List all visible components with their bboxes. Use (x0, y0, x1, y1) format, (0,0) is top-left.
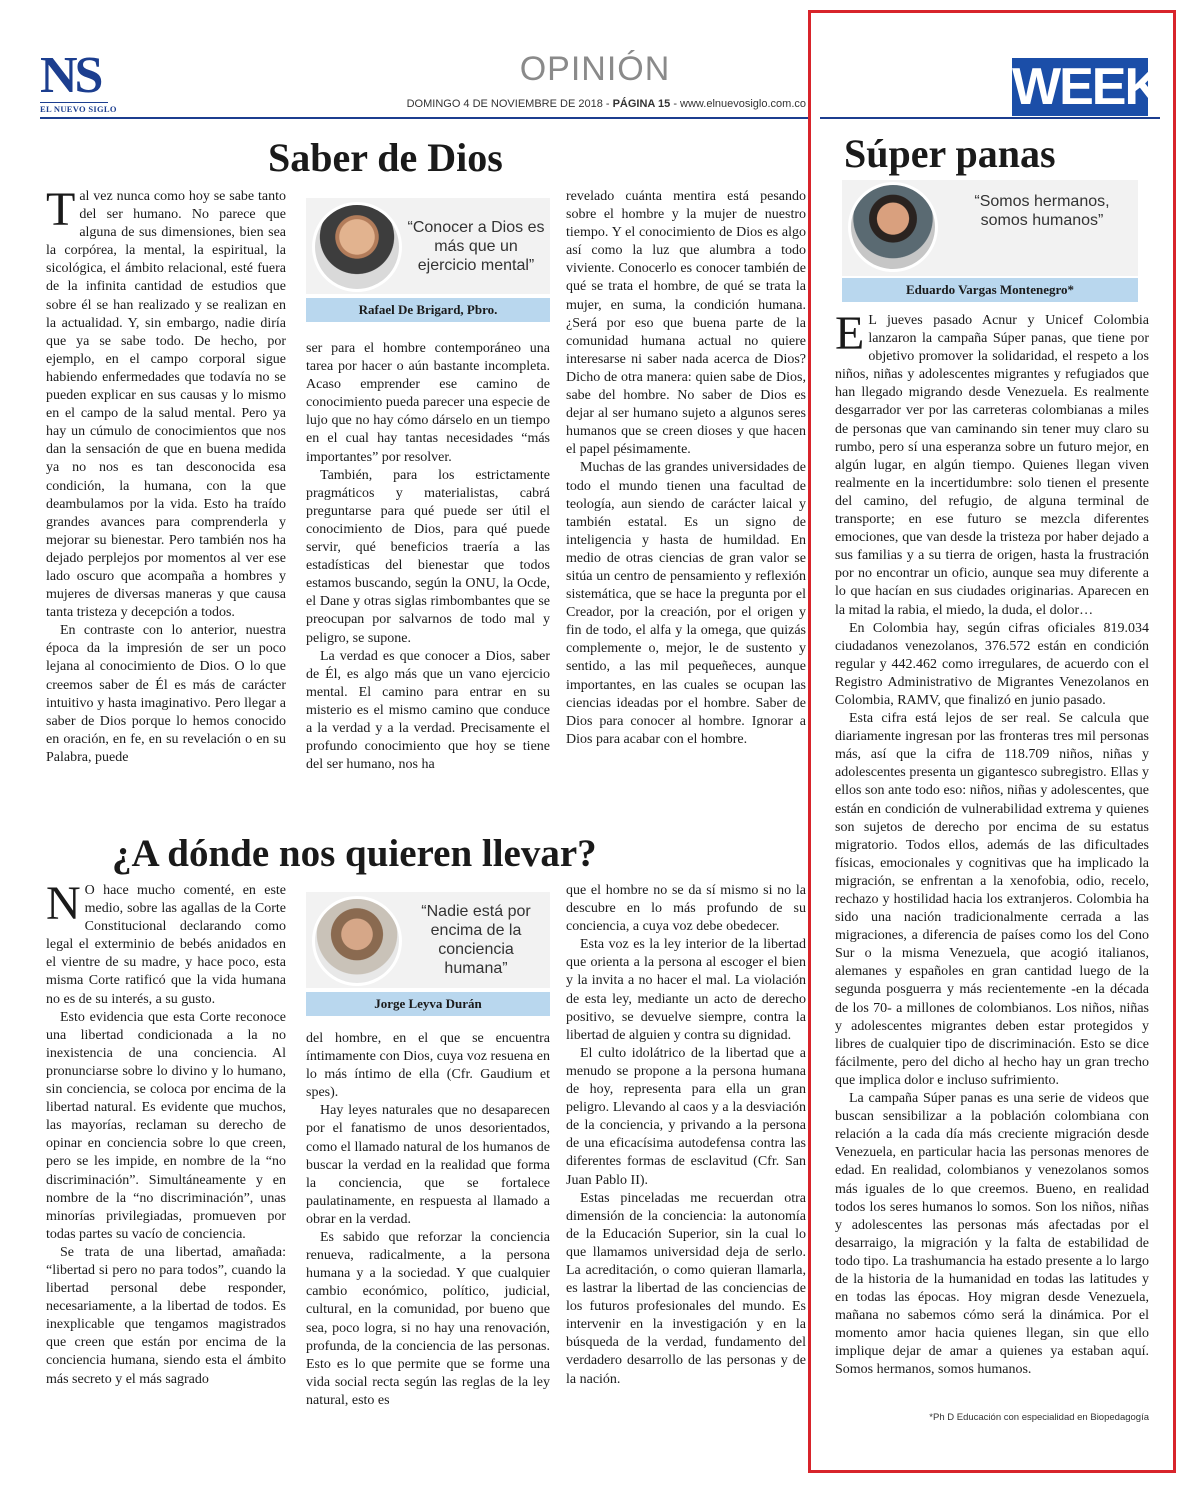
article1-title: Saber de Dios (268, 135, 503, 180)
article3-p2: En Colombia hay, según cifras oficiales 819.034 ciudadanos venezolanos, 376.572 están en condición regular y 442.462 como irregulares, de acuerdo con el Registro Administrativo de Migrantes Venezolanos en Colombia, RAMV, que finalizó en junio pasado. (835, 620, 1149, 708)
article1-col2-p2: También, para los estrictamente pragmáticos y materialistas, cabrá preguntarse para qué puede ser útil el conocimiento de Dios, para qué puede servir, qué beneficios traería a las estadísticas del bienestar que todos estamos buscando, según la ONU, la Ocde, el Dane y otras siglas rimbombantes que se preocupan por salvarnos de todo mal y peligro, se supone. (306, 467, 550, 646)
section-title: OPINIÓN (519, 50, 671, 88)
article2-quote-box (306, 892, 550, 1016)
article1-column-3 (566, 188, 806, 810)
article1-col1-p1: al vez nunca como hoy se sabe tanto del ser humano. No parece que alguna de sus dimensiones, bien sea la corpórea, la mental, la espiritual, la sicológica, el ámbito relacional, esté fuera de la infinita cantidad de estudios que sobre él se han realizado y se realizan en la actualidad. Y, sin embargo, nadie diría que ya se sabe todo. De hecho, por ejemplo, en el campo corporal sigue habiendo enfermedades que todavía no se pueden explicar en sus causas y lo mismo en el campo de la salud mental. Pero ya hay un cúmulo de conocimientos que nos dan la sensación de que en buena medida ya no nos es tan desconocida esa condición, la humana, con la que deambulamos por la vida. Esto ha traído grandes avances para comprenderla y mejorar su bienestar. Pero también nos ha dejado perplejos por momentos al ver ese lado oscuro que acompaña a hombres y mujeres de diversas maneras y que causa tanta tristeza y decepción a todos. (46, 189, 286, 621)
article1-column-2 (306, 340, 550, 810)
article2-column-1 (46, 882, 286, 1430)
article1-pull-quote: “Conocer a Dios es más que un ejercicio mental” (407, 219, 545, 274)
date-text: DOMINGO 4 DE NOVIEMBRE DE 2018 - (406, 98, 613, 110)
article3-author: Eduardo Vargas Montenegro* (842, 278, 1138, 302)
article2-col3-p2: Esta voz es la ley interior de la libertad que orienta a la persona al escoger el bien y la invita a no hacer el mal. La violación de esta ley, mediante un acto de derecho positivo, se devuelve siempre, contra la libertad de alguien y contra su dignidad. (566, 937, 806, 1043)
masthead-rule (40, 117, 810, 119)
author-photo (848, 182, 938, 272)
dateline (330, 98, 806, 110)
site-url: - www.elnuevosiglo.com.co (670, 98, 806, 110)
week-rule (820, 117, 1160, 119)
article2-col2-p2: Hay leyes naturales que no desaparecen por el fanatismo de unos desorientados, como el llamado natural de los humanos de buscar la verdad en la realidad que forma la conciencia, que se fortalece paulatinamente, en respuesta al llamado a obrar en la verdad. (306, 1103, 550, 1227)
article2-author: Jorge Leyva Durán (306, 992, 550, 1016)
article2-col1-p1: O hace mucho comenté, en este medio, sobre las agallas de la Corte Constitucional declarando como legal el exterminio de bebés anidados en el vientre de su madre, y hace poco, esta misma Corte ratificó que la vida humana no es de su interés, a su gusto. (46, 883, 286, 1007)
newspaper-logo (40, 47, 117, 118)
article2-column-3 (566, 882, 806, 1430)
article3-p3: Esta cifra está lejos de ser real. Se calcula que diariamente ingresan por las fronteras tres mil personas más, así que la cifra de 118.709 niños, niñas y adolescentes presenta un gigantesco subregistro. Ellas y ellos son ante todo eso: niños, niñas y adolescentes, que están en condición de vulnerabilidad extrema y quienes son sujetos de derecho por encima de su estatus migratorio. Todos ellos, además de las dificultades físicas, emocionales y cognitivas que ha implicado la migración, se enfrentan a la xenofobia, odio, recelo, rechazo y hostilidad hacia los extranjeros. Colombia ha sido una nación tradicionalmente cerrada a las migraciones, a diferencia de países como los del Cono Sur o la misma Venezuela, que acogió italianos, alemanes y españoles en gran cantidad luego de la segunda posguerra y más recientemente -en la década de los 70- a millones de colombianos. Los niños, niñas y adolescentes migrantes deben estar protegidos y libres de cualquier tipo de discriminación. Esto se dice fácilmente, pero del dicho al hecho hay un gran trecho que implica dolor e incluso sufrimiento. (835, 711, 1149, 1088)
author-photo (312, 896, 402, 986)
article1-col1-p2: En contraste con lo anterior, nuestra época da la impresión de ser un poco lejana al conocimiento de Dios. O lo que creemos saber de Él es más de carácter intuitivo y hasta imaginativo. Pero llegar a saber de Dios porque lo hemos conocido en oración, en fe, en su revelación o en su Palabra, puede (46, 623, 286, 765)
article1-col2-p3: La verdad es que conocer a Dios, saber de Él, es algo más que un vano ejercicio mental. El camino para entrar en su misterio es el mismo camino que conduce a la verdad y a la verdad. Precisamente el profundo conocimiento que hoy se tiene del ser humano, nos ha (306, 648, 550, 773)
article1-author: Rafael De Brigard, Pbro. (306, 298, 550, 322)
article2-pull-quote: “Nadie está por encima de la conciencia humana” (421, 903, 531, 977)
article3-pull-quote: “Somos hermanos, somos humanos” (974, 193, 1110, 229)
article1-dropcap: T (46, 188, 76, 236)
article2-col1-p2: Esto evidencia que esta Corte reconoce una libertad condicionada a la no inexistencia de una conciencia. Al pronunciarse sobre lo divino y lo humano, sin conciencia, se coloca por encima de la libertad natural. Es evidente que muchos, las mayorías, reclaman su derecho de opinar en conciencia sobre lo que creen, pero se les impide, en nombre de la “no discriminación”. Simultáneamente y en nombre de la “no discriminación”, unas minorías privilegiadas, promueven por todas partes su vacío de conciencia. (46, 1009, 286, 1242)
week-badge: WEEK (1012, 58, 1160, 116)
article3-title: Súper panas (844, 131, 1056, 176)
article2-col3-p3: El culto idolátrico de la libertad que a menudo se propone a la persona humana de hoy, representa para ella un gran peligro. Llevando al caos y a la desviación de la conciencia, y privando a la persona de una eficacísima autodefensa contra las diferentes formas de esclavitud (Cfr. San Juan Pablo II). (566, 1045, 806, 1188)
article1-quote-box (306, 198, 550, 322)
article1-col2-p1: ser para el hombre contemporáneo una tarea por hacer o aún bastante incompleta. Acaso emprender ese camino de conocimiento pueda parecer una especie de lujo que no hay cómo dárselo en un tiempo en el cual hay tantas necesidades “más importantes” por resolver. (306, 341, 550, 465)
article3-quote-box (842, 180, 1138, 302)
article1-column-1 (46, 188, 286, 808)
article3-body (835, 312, 1149, 1408)
article2-title: ¿A dónde nos quieren llevar? (112, 832, 597, 875)
article2-col3-p1: que el hombre no se da sí mismo si no la descubre en lo más profundo de su conciencia, a cuya voz debe obedecer. (566, 883, 806, 935)
article2-col2-p1: del hombre, en el que se encuentra íntimamente con Dios, cuya voz resuena en lo más íntimo de ella (Cfr. Gaudium et spes). (306, 1031, 550, 1101)
article2-col1-p3: Se trata de una libertad, amañada: “libertad si pero no para todos”, cuando la libertad personal debe responder, necesariamente, a la libertad de todos. Es inexplicable que tengamos magistrados que creen que están por encima de la conciencia humana, siendo esta el ámbito más secreto y el más sagrado (46, 1244, 286, 1387)
article3-dropcap: E (835, 312, 865, 360)
article1-col3-p1: revelado cuánta mentira está pesando sobre el hombre y la mujer de nuestro tiempo. Y el conocimiento de Dios es algo así como la luz que alumbra a todo viviente. Conocerlo es conocer también de qué se trata el hombre, de qué se trata la mujer, en suma, la condición humana. ¿Será por eso que buena parte de la comunidad humana actual no quiere interesarse ni saber nada acerca de Dios? Dicho de otra manera: quien sabe de Dios, sabe del hombre. No saber de Dios es dejar al ser humano sujeto a algunos seres humanos que se creen dioses y que hacen el papel pésimamente. (566, 189, 806, 458)
page-number: PÁGINA 15 (612, 98, 671, 110)
author-photo (312, 202, 402, 292)
article3-p4: La campaña Súper panas es una serie de videos que buscan sensibilizar a la población colombiana con relación a la cada día más creciente migración desde Venezuela, en particular hacia las personas menores de edad. En realidad, colombianos y venezolanos somos más iguales de lo que creemos. Bueno, en realidad todos los seres humanos lo somos. Son los niños, niñas y adolescentes las personas más afectadas por el desarraigo, la migración y la falta de estabilidad de todo tipo. La trashumancia ha estado presente a lo largo de la historia de la humanidad en todas las latitudes y en todas las épocas. Hoy migran desde Venezuela, mañana no sabemos cómo será la dinámica. Por el momento amor hacia quienes llegan, sin que ello implique dejar de amar a quienes ya estaban aquí. Somos hermanos, somos humanos. (835, 1091, 1149, 1378)
article2-column-2 (306, 1030, 550, 1430)
article3-p1: L jueves pasado Acnur y Unicef Colombia lanzaron la campaña Súper panas, que tiene por objetivo promover la solidaridad, el respeto a los niños, niñas y adolescentes migrantes y refugiados que han llegado migrando desde Venezuela. Es realmente desgarrador ver por las carreteras colombianas a miles de personas que van caminando sin tener muy claro su rumbo, pero sí una esperanza sobre un futuro mejor, en algún lugar, en algún tiempo. Quienes llegan viven realmente en la incertidumbre: solo tienen el presente del camino, del refugio, de alguna terminal de transporte; en ese futuro se mezcla diferentes emociones, que van desde la tristeza por haber dejado a sus familias y a su tierra de origen, hasta la frustración por no encontrar un oficio, aunque sea muy diferente a lo que hacían en sus ciudades originarias. Aparecen en la mitad la rabia, el miedo, la duda, el dolor… (835, 313, 1149, 618)
logo-subtitle: EL NUEVO SIGLO (40, 104, 117, 114)
article1-col3-p2: Muchas de las grandes universidades de todo el mundo tienen una facultad de teología, aun siendo de carácter laical y también estatal. Es un signo de inteligencia y hasta de humildad. En medio de otras ciencias de gran valor se sitúa un centro de pensamiento y reflexión sistemática, que se hace la pregunta por el Creador, por la creación, por el origen y fin de todo, el alfa y la omega, que quizás complemente o, mejor, le de sustento y sentido, a las mil pequeñeces, aunque importantes, en las cuales se ocupan las ciencias ideadas por el hombre. Saber de Dios para conocer al hombre. Ignorar a Dios para acabar con el hombre. (566, 460, 806, 747)
logo-letters: NS (40, 47, 101, 104)
article2-col2-p3: Es sabido que reforzar la conciencia renueva, radicalmente, a la persona humana y a la sociedad. Y que cualquier cambio económico, político, judicial, cultural, en la comunidad, por bueno que sea, poco logra, si no hay una renovación, profunda, de la conciencia de las personas. Esto es lo que permite que se forme una vida social recta según las reglas de la ley natural, esto es (306, 1230, 550, 1408)
article3-footnote: *Ph D Educación con especialidad en Biopedagogía (929, 1412, 1149, 1423)
article2-col3-p4: Estas pinceladas me recuerdan otra dimensión de la conciencia: la autonomía de la Educación Superior, sin la cual lo que llamamos universidad deja de serlo. La acreditación, o como quieran llamarla, es lastrar la libertad de las conciencias de los futuros profesionales del mundo. Es intervenir en la investigación y en la búsqueda de la verdad, fundamento del verdadero desarrollo de las personas y de la nación. (566, 1190, 806, 1387)
article2-dropcap: N (46, 882, 81, 930)
